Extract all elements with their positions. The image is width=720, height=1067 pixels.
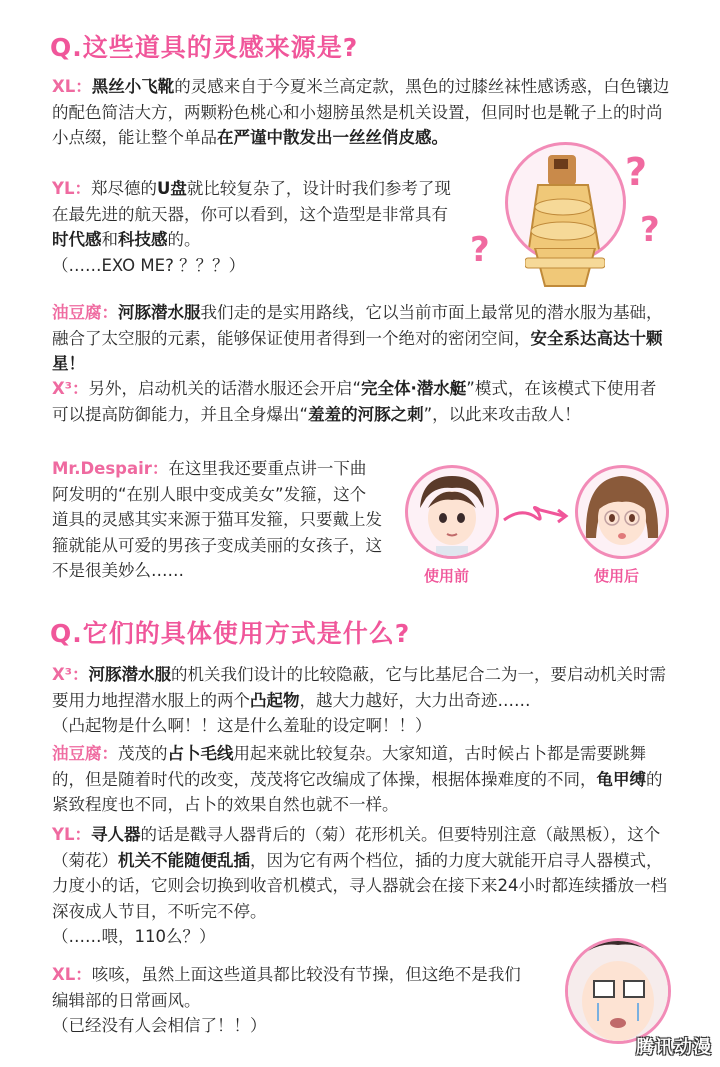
question-mark-icon: ? [625, 150, 648, 194]
usb-body-image [525, 248, 605, 288]
body-text: 在这里我还要重点讲一下曲阿发明的“在别人眼中变成美女”发箍，这个道具的灵感其实来源于猫耳发箍，只要戴上发箍就能从可爱的男孩子变成美丽的女孩子，这不是很美妙么…… [52, 459, 382, 580]
body-text: ，越大力越好，大力出奇迹…… [299, 690, 531, 710]
body-text: 的紧致程度也不同，占卜的效果自然也就不一样。 [52, 769, 663, 814]
aside-remark: （凸起物是什么啊！！这是什么羞耻的设定啊！！） [52, 716, 432, 735]
boy-face-icon [408, 468, 496, 556]
bold-term: U盘 [156, 179, 187, 198]
body-text: 郑尽德的 [90, 179, 157, 198]
bold-term: 凸起物 [250, 690, 300, 710]
bold-term: 安全系达高达十颗星！ [52, 328, 663, 373]
bold-term: 在严谨中散发出一丝丝俏皮感。 [217, 128, 448, 147]
body-text: 我们走的是实用路线，它以当前市面上最常见的潜水服为基础，融合了太空服的元素，能够保证使用者得到一个绝对的密闭空间， [52, 303, 663, 348]
body-text: ”模式，在该模式下使用者可以提高防御能力，并且全身爆出“ [52, 379, 657, 424]
speaker-colon: ： [74, 825, 91, 844]
body-text: 用起来就比较复杂。大家知道，古时候占卜都是需要跳舞的，但是随着时代的改变，茂茂将它改编成了体操，根据体操难度的不同， [52, 744, 646, 789]
q2-xl-paragraph [52, 962, 537, 1039]
speaker-colon: ： [101, 744, 118, 763]
usb-drive-icon [508, 145, 623, 260]
q1-yl-paragraph [52, 176, 457, 278]
bold-term: 占卜毛线 [167, 744, 234, 763]
bold-term: 黑丝小飞靴 [91, 77, 175, 96]
speaker-label: X³ [52, 379, 72, 398]
bold-term: 龟甲缚 [596, 769, 646, 789]
usb-base-icon [525, 248, 605, 288]
q1-title: Q.这些道具的灵感来源是? [50, 33, 359, 62]
body-text: 的。 [167, 230, 201, 249]
q2-title: Q.它们的具体使用方式是什么? [50, 619, 411, 648]
bold-term: 河豚潜水服 [118, 303, 201, 322]
q1-despair-paragraph [52, 456, 382, 584]
watermark-logo: 腾讯动漫 [636, 1037, 712, 1058]
speaker-colon: ： [71, 665, 89, 684]
body-text: 就比较复杂了，设计时我们参考了现在最先进的航天器，你可以看到，这个造型是非常具有 [52, 179, 451, 224]
body-text: 的机关我们设计的比较隐蔽，它与比基尼合二为一，要启动机关时需要用力地捏潜水服上的两个 [52, 665, 666, 710]
speaker-colon: ： [74, 179, 91, 198]
question-mark-icon: ? [640, 210, 660, 250]
speaker-label: X³ [52, 665, 72, 684]
speaker-label: Mr.Despair [52, 459, 152, 478]
loop-arrow-icon [500, 500, 570, 530]
girl-face-icon [578, 468, 666, 556]
body-text: 茂茂的 [118, 744, 168, 763]
usb-drive-image [505, 142, 626, 263]
usb-illustration [465, 140, 680, 290]
body-text: 另外，启动机关的话潜水服还会开启“ [88, 379, 362, 398]
shocked-face-image [565, 938, 671, 1044]
body-text: 的灵感来自于今夏米兰高定款，黑色的过膝丝袜性感诱惑，白色镶边的配色简洁大方，两颗粉色桃心和小翅膀虽然是机关设置，但同时也是靴子上的时尚小点缀，能让整个单品 [52, 77, 670, 147]
shocked-face-icon [568, 941, 668, 1041]
speaker-label: 油豆腐 [52, 303, 102, 322]
aside-remark: （已经没有人会相信了！！） [52, 1016, 267, 1035]
speaker-colon: ： [151, 459, 169, 478]
bold-term: 完全体·潜水艇 [361, 379, 467, 398]
q2-x3-paragraph [52, 662, 672, 739]
bold-term: 时代感 [52, 230, 102, 249]
body-text: 咳咳，虽然上面这些道具都比较没有节操，但这绝不是我们编辑部的日常画风。 [52, 965, 521, 1010]
before-portrait [405, 465, 499, 559]
body-text: ”，以此来攻击敌人！ [423, 404, 581, 424]
after-caption: 使用后 [594, 567, 640, 585]
bold-term: 羞羞的河豚之刺 [308, 404, 424, 424]
after-portrait [575, 465, 669, 559]
q1-x3-paragraph [52, 376, 672, 427]
body-text: 和 [101, 230, 118, 249]
body-text: ，因为它有两个档位，插的力度大就能开启寻人器模式，力度小的话，它则会切换到收音机模式，寻人器就会在接下来24小时都连续播放一档深夜成人节目，不听完不停。 [52, 850, 667, 921]
aside-remark: （……EXO ME? ？？？） [52, 255, 246, 275]
q1-youdoufu-paragraph [52, 300, 672, 377]
q2-yl-paragraph [52, 822, 672, 950]
before-caption: 使用前 [424, 567, 470, 585]
speaker-label: 油豆腐 [52, 744, 102, 763]
speaker-colon: ： [75, 965, 92, 984]
bold-term: 机关不能随便乱插 [118, 850, 250, 870]
q2-youdoufu-paragraph [52, 741, 672, 818]
body-text: 的话是戳寻人器背后的（菊）花形机关。但要特别注意（敲黑板），这个（菊花） [52, 825, 661, 870]
speaker-label: YL [52, 179, 75, 198]
speaker-colon: ： [101, 303, 118, 322]
speaker-label: XL [52, 77, 76, 96]
bold-term: 科技感 [118, 230, 168, 249]
speaker-colon: ： [75, 77, 92, 96]
speaker-label: YL [52, 825, 75, 844]
aside-remark: （……喂，110么？） [52, 927, 216, 946]
speaker-label: XL [52, 965, 76, 984]
speaker-colon: ： [71, 379, 89, 398]
bold-term: 寻人器 [90, 825, 141, 844]
bold-term: 河豚潜水服 [88, 665, 171, 684]
question-mark-icon: ? [470, 230, 490, 270]
